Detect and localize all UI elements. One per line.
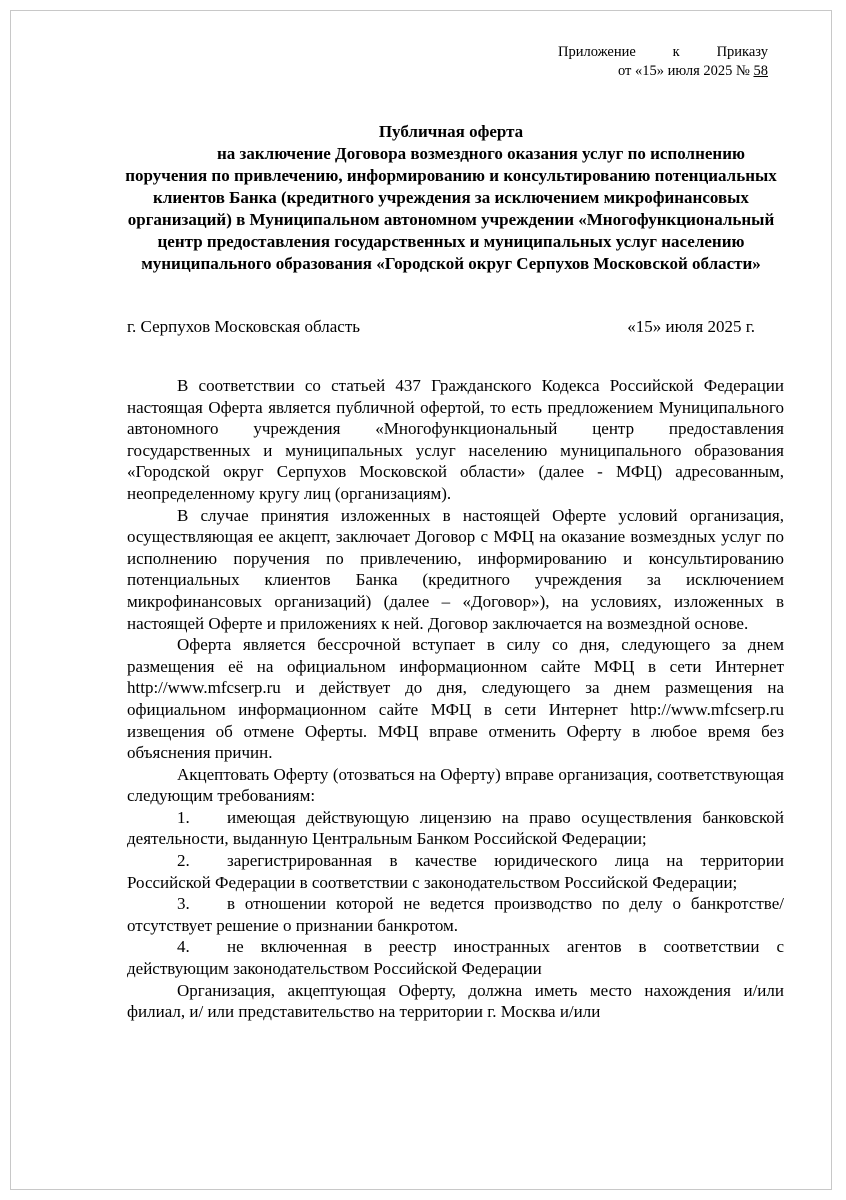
requirement-item-4 (127, 936, 784, 979)
paragraph-1: В соответствии со статьей 437 Гражданского Кодекса Российской Федерации настоящая Оферта является публичной офертой, то есть предложением Муниципального автономного учреждения «Многофункциональный центр предоставления государственных и муниципальных услуг населению муниципального образования «Городской округ Серпухов Московской области» (далее - МФЦ) адресованным, неопределенному кругу лиц (организациям). (127, 376, 784, 503)
requirement-item-3 (127, 893, 784, 936)
item-text: имеющая действующую лицензию на право осуществления банковской деятельности, выданную Центральным Банком Российской Федерации; (127, 807, 784, 849)
document-date: «15» июля 2025 г. (627, 317, 755, 336)
title-rest: на заключение Договора возмездного оказания услуг по исполнению поручения по привлечению, информированию и консультированию потенциальных клиентов Банка (кредитного учреждения за исключением микрофинансовых организаций) в Муниципальном автономном учреждении «Многофункциональный центр предоставления государственных и муниципальных услуг населению муниципального образования «Городской округ Серпухов Московской области» (125, 144, 777, 273)
item-number: 1. (177, 807, 190, 827)
order-number: 58 (753, 63, 768, 79)
order-appendix-header (558, 43, 768, 81)
paragraph-4: Акцептовать Оферту (отозваться на Оферту) вправе организация, соответствующая следующим требованиям: (127, 764, 784, 806)
title-line-1: Публичная оферта (378, 122, 524, 141)
paragraph-5: Организация, акцептующая Оферту, должна иметь место нахождения и/или филиал, и/ или представительство на территории г. Москва и/или (127, 980, 784, 1022)
document-page (10, 10, 832, 1190)
paragraph-3: Оферта является бессрочной вступает в силу со дня, следующего за днем размещения её на официальном информационном сайте МФЦ в сети Интернет http://www.mfcserp.ru и действует до дня, следующего за днем размещения на официальном информационном сайте МФЦ в сети Интернет http://www.mfcserp.ru извещения об отмене Оферты. МФЦ вправе отменить Оферту в любое время без объяснения причин. (127, 635, 784, 763)
requirement-item-2 (127, 850, 784, 893)
header-date-line: от «15» июля 2025 № (618, 63, 750, 79)
item-number: 2. (177, 851, 190, 871)
header-word-appendix: Приложение (558, 44, 636, 60)
paragraph-2: В случае принятия изложенных в настоящей Оферте условий организация, осуществляющая ее акцепт, заключает Договор с МФЦ на оказание возмездных услуг по исполнению поручения по привлечению, информированию и консультированию потенциальных клиентов Банка (кредитного учреждения за исключением микрофинансовых организаций) (далее – «Договор»), на условиях, изложенных в настоящей Оферте и приложениях к ней. Договор заключается на возмездной основе. (127, 505, 784, 633)
place-date-line (127, 316, 755, 338)
item-text: в отношении которой не ведется производство по делу о банкротстве/отсутствует решение о признании банкротом. (127, 894, 784, 935)
requirement-item-1 (127, 807, 784, 850)
item-text: не включенная в реестр иностранных агентов в соответствии с действующим законодательством Российской Федерации (127, 937, 784, 979)
item-number: 4. (177, 937, 190, 957)
city-label: г. Серпухов Московская область (127, 317, 361, 336)
item-text: зарегистрированная в качестве юридического лица на территории Российской Федерации в соответствии с законодательством Российской Федерации; (127, 851, 784, 892)
header-word-to: к (672, 44, 680, 60)
header-word-order: Приказу (716, 44, 768, 60)
item-number: 3. (177, 894, 190, 914)
document-body (127, 375, 784, 1023)
document-title (121, 121, 781, 275)
